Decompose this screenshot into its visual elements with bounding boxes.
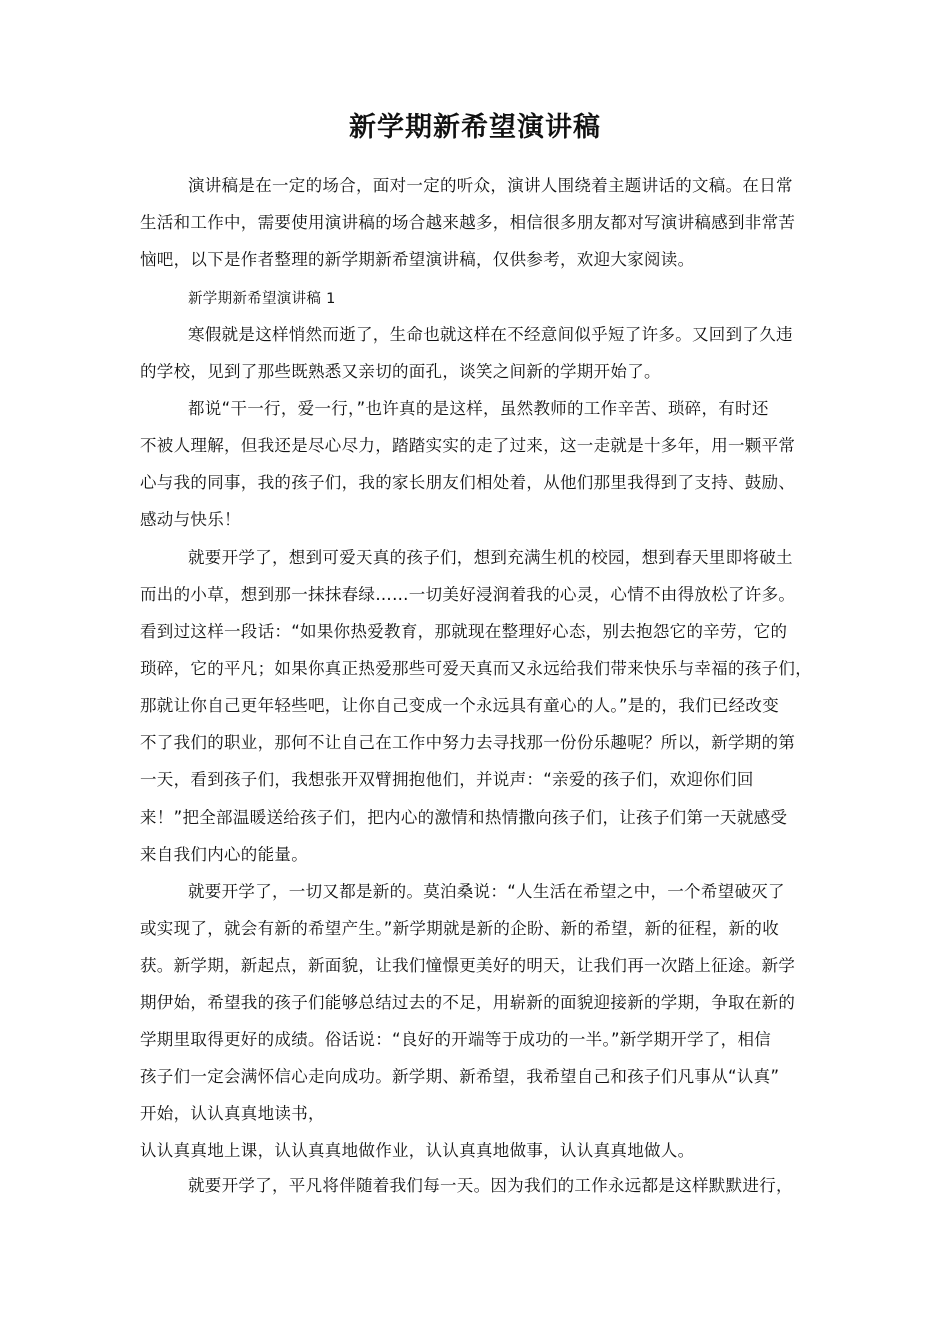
paragraph-line: 认认真真地上课，认认真真地做作业，认认真真地做事，认认真真地做人。 (140, 1141, 695, 1160)
paragraph-line: 演讲稿是在一定的场合，面对一定的听众，演讲人围绕着主题讲话的文稿。在日常 (188, 176, 793, 195)
paragraph-line: 或实现了，就会有新的希望产生。”新学期就是新的企盼、新的希望，新的征程，新的收 (140, 919, 779, 938)
paragraph-line: 都说“干一行，爱一行，”也许真的是这样，虽然教师的工作辛苦、琐碎，有时还 (188, 399, 769, 418)
paragraph-line: 期伊始，希望我的孩子们能够总结过去的不足，用崭新的面貌迎接新的学期，争取在新的 (140, 993, 796, 1012)
paragraph-line: 心与我的同事，我的孩子们，我的家长朋友们相处着，从他们那里我得到了支持、鼓励、 (140, 473, 796, 492)
paragraph-line: 感动与快乐！ (140, 510, 241, 529)
paragraph-line: 的学校，见到了那些既熟悉又亲切的面孔，谈笑之间新的学期开始了。 (140, 362, 661, 381)
paragraph-line: 寒假就是这样悄然而逝了，生命也就这样在不经意间似乎短了许多。又回到了久违 (188, 325, 793, 344)
paragraph-line: 不被人理解，但我还是尽心尽力，踏踏实实的走了过来，这一走就是十多年，用一颗平常 (140, 436, 796, 455)
paragraph-line: 就要开学了，一切又都是新的。莫泊桑说：“人生活在希望之中，一个希望破灭了 (188, 882, 785, 901)
paragraph-line: 获。新学期，新起点，新面貌，让我们憧憬更美好的明天，让我们再一次踏上征途。新学 (140, 956, 796, 975)
paragraph-line: 来！”把全部温暖送给孩子们，把内心的激情和热情撒向孩子们，让孩子们第一天就感受 (140, 808, 788, 827)
paragraph-line: 一天，看到孩子们，我想张开双臂拥抱他们，并说声：“亲爱的孩子们，欢迎你们回 (140, 770, 754, 789)
paragraph-line: 就要开学了，平凡将伴随着我们每一天。因为我们的工作永远都是这样默默进行， (188, 1176, 793, 1195)
paragraph-line: 看到过这样一段话：“如果你热爱教育，那就现在整理好心态，别去抱怨它的辛劳，它的 (140, 622, 788, 641)
paragraph-line: 就要开学了，想到可爱天真的孩子们，想到充满生机的校园，想到春天里即将破土 (188, 548, 793, 567)
paragraph-line: 不了我们的职业，那何不让自己在工作中努力去寻找那一份份乐趣呢？所以，新学期的第 (140, 733, 796, 752)
paragraph-line: 琐碎，它的平凡；如果你真正热爱那些可爱天真而又永远给我们带来快乐与幸福的孩子们， (140, 659, 812, 678)
paragraph-line: 来自我们内心的能量。 (140, 845, 308, 864)
paragraph-line: 而出的小草，想到那一抹抹春绿……一切美好浸润着我的心灵，心情不由得放松了许多。 (140, 585, 796, 604)
paragraph-line: 恼吧，以下是作者整理的新学期新希望演讲稿，仅供参考，欢迎大家阅读。 (140, 250, 695, 269)
section-heading: 新学期新希望演讲稿 1 (188, 291, 336, 307)
document-title: 新学期新希望演讲稿 (349, 112, 601, 143)
paragraph-line: 学期里取得更好的成绩。俗话说：“良好的开端等于成功的一半。”新学期开学了，相信 (140, 1030, 772, 1049)
paragraph-line: 孩子们一定会满怀信心走向成功。新学期、新希望，我希望自己和孩子们凡事从“认真” (140, 1067, 780, 1086)
paragraph-line: 那就让你自己更年轻些吧，让你自己变成一个永远具有童心的人。”是的，我们已经改变 (140, 696, 779, 715)
paragraph-line: 生活和工作中，需要使用演讲稿的场合越来越多，相信很多朋友都对写演讲稿感到非常苦 (140, 213, 796, 232)
paragraph-line: 开始，认认真真地读书， (140, 1104, 325, 1123)
